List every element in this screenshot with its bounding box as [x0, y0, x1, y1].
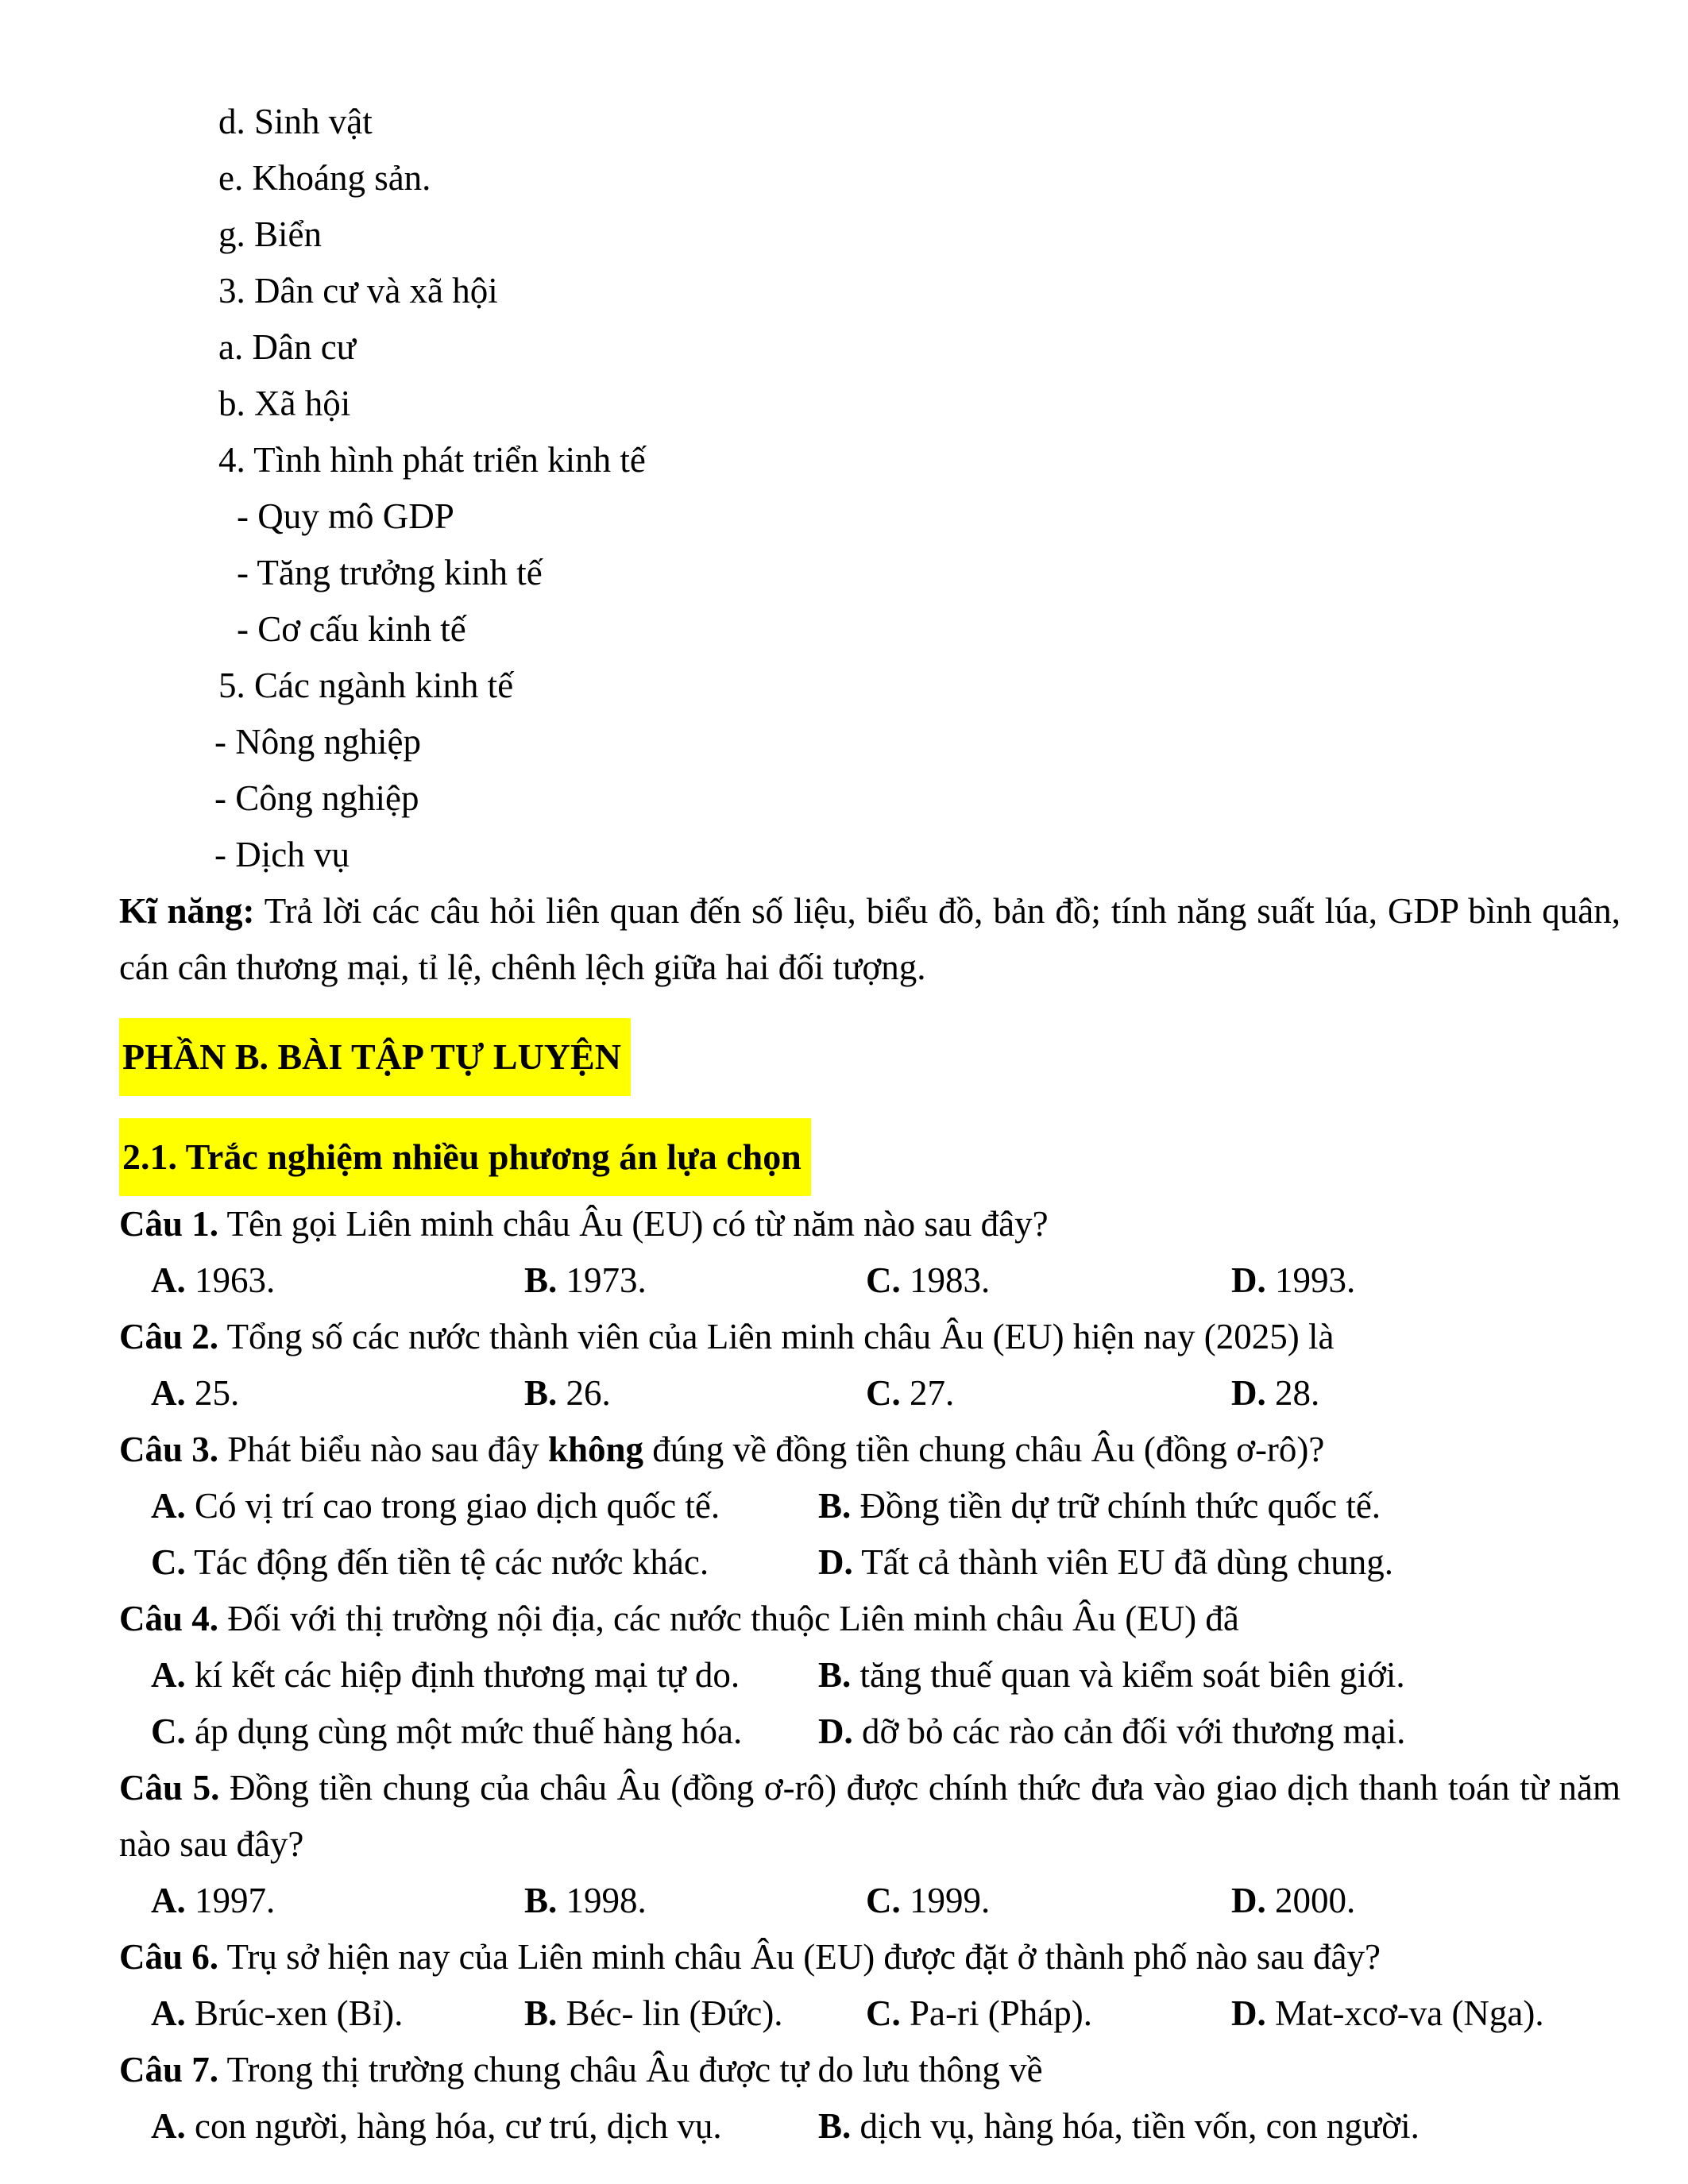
question-label: Câu 5. [119, 1768, 220, 1808]
option-text: 27. [910, 1373, 955, 1413]
option-text: kí kết các hiệp định thương mại tự do. [195, 1655, 740, 1695]
option-letter: D. [818, 1711, 853, 1751]
skills-label: Kĩ năng: [119, 891, 255, 931]
option-letter: C. [866, 1881, 901, 1920]
option-a [151, 1365, 524, 1422]
question-4 [119, 1591, 1620, 1760]
question-text-bold: không [547, 1430, 644, 1469]
option-letter: A. [151, 1881, 186, 1920]
option-a [151, 1647, 818, 1704]
question-text: Trong thị trường chung châu Âu được tự do lưu thông về [226, 2050, 1043, 2089]
question-5 [119, 1760, 1620, 1929]
question-text: Đồng tiền chung của châu Âu (đồng ơ-rô) được chính thức đưa vào giao dịch thanh toán từ năm nào sau đây? [119, 1768, 1620, 1864]
option-a [151, 1478, 818, 1534]
question-label: Câu 2. [119, 1317, 219, 1356]
option-a [151, 2098, 818, 2155]
options-row [151, 1478, 1620, 1534]
option-text: áp dụng cùng một mức thuế hàng hóa. [195, 1711, 743, 1751]
outline-item: - Dịch vụ [214, 835, 350, 874]
options-row [151, 1534, 1620, 1591]
option-letter: B. [524, 1260, 558, 1300]
option-text: 1998. [566, 1881, 647, 1920]
question-stem [119, 1309, 1620, 1365]
outline-item: 3. Dân cư và xã hội [218, 271, 498, 311]
option-text: 26. [566, 1373, 611, 1413]
question-1 [119, 1196, 1620, 1309]
option-b [818, 1478, 1620, 1534]
option-a [151, 1873, 524, 1929]
option-c [866, 1252, 1231, 1309]
outline-item: - Nông nghiệp [214, 722, 421, 762]
option-text: Béc- lin (Đức). [566, 1993, 783, 2033]
option-text: 28. [1275, 1373, 1320, 1413]
option-d [1231, 1985, 1620, 2042]
option-c [866, 1985, 1231, 2042]
option-c [151, 1704, 818, 1760]
question-stem [119, 1422, 1620, 1478]
question-3 [119, 1422, 1620, 1591]
option-text: 2000. [1275, 1881, 1356, 1920]
option-letter: D. [1231, 1993, 1266, 2033]
question-6 [119, 1929, 1620, 2042]
question-label: Câu 3. [119, 1430, 219, 1469]
question-stem [119, 1591, 1620, 1647]
option-a [151, 1252, 524, 1309]
question-stem [119, 1196, 1620, 1252]
section-b-highlight: PHẦN B. BÀI TẬP TỰ LUYỆN [119, 1018, 631, 1096]
option-b [524, 1873, 866, 1929]
outline-item: - Cơ cấu kinh tế [237, 609, 466, 649]
option-d [818, 1534, 1620, 1591]
option-letter: D. [1231, 1881, 1266, 1920]
option-text: Pa-ri (Pháp). [910, 1993, 1092, 2033]
option-b [524, 1365, 866, 1422]
question-label: Câu 7. [119, 2050, 219, 2089]
option-text: dịch vụ, hàng hóa, tiền vốn, con người. [859, 2106, 1420, 2146]
option-text: tăng thuế quan và kiểm soát biên giới. [859, 1655, 1405, 1695]
option-letter: D. [1231, 1260, 1266, 1300]
options-row [151, 1985, 1620, 2042]
question-stem [119, 2042, 1620, 2098]
option-text: 1963. [195, 1260, 276, 1300]
option-letter: C. [866, 1993, 901, 2033]
subsection-highlight: 2.1. Trắc nghiệm nhiều phương án lựa chọn [119, 1118, 811, 1196]
option-c [151, 1534, 818, 1591]
option-text: 1973. [566, 1260, 647, 1300]
options-row [151, 1252, 1620, 1309]
option-b [524, 1252, 866, 1309]
option-text: 1999. [910, 1881, 991, 1920]
option-letter: A. [151, 1260, 186, 1300]
outline-item: - Quy mô GDP [237, 496, 454, 536]
option-letter: B. [818, 1655, 852, 1695]
outline-item: b. Xã hội [218, 384, 351, 423]
option-letter: B. [818, 1486, 852, 1526]
option-d [1231, 1873, 1620, 1929]
option-letter: C. [866, 1373, 901, 1413]
option-text: Tác động đến tiền tệ các nước khác. [194, 1542, 709, 1582]
question-text: Tên gọi Liên minh châu Âu (EU) có từ năm nào sau đây? [226, 1204, 1049, 1244]
question-text: Đối với thị trường nội địa, các nước thuộc Liên minh châu Âu (EU) đã [227, 1599, 1239, 1638]
question-text: đúng về đồng tiền chung châu Âu (đồng ơ-rô)? [652, 1430, 1325, 1469]
option-letter: B. [524, 1373, 558, 1413]
option-letter: D. [1231, 1373, 1266, 1413]
outline-item: a. Dân cư [218, 327, 357, 367]
option-letter: C. [866, 1260, 901, 1300]
option-text: 1983. [910, 1260, 991, 1300]
skills-text: Trả lời các câu hỏi liên quan đến số liệu, biểu đồ, bản đồ; tính năng suất lúa, GDP bình quân, cán cân thương mại, tỉ lệ, chênh lệch giữa hai đối tượng. [119, 891, 1621, 987]
options-row [151, 1647, 1620, 1704]
option-text: Tất cả thành viên EU đã dùng chung. [861, 1542, 1393, 1582]
lesson-outline [119, 94, 1620, 883]
options-row [151, 1365, 1620, 1422]
option-letter: A. [151, 2106, 186, 2146]
option-b [818, 1647, 1620, 1704]
option-d [1231, 1252, 1620, 1309]
option-letter: B. [524, 1881, 558, 1920]
option-a [151, 1985, 524, 2042]
question-text: Trụ sở hiện nay của Liên minh châu Âu (EU) được đặt ở thành phố nào sau đây? [226, 1937, 1381, 1977]
option-letter: C. [151, 1711, 186, 1751]
outline-item: g. Biển [218, 214, 322, 254]
option-letter: A. [151, 1993, 186, 2033]
outline-item: 5. Các ngành kinh tế [218, 666, 514, 705]
skills-paragraph [119, 883, 1620, 996]
question-text: Phát biểu nào sau đây [227, 1430, 539, 1469]
question-stem [119, 1760, 1620, 1873]
option-text: Mat-xcơ-va (Nga). [1275, 1993, 1544, 2033]
option-letter: C. [151, 1542, 186, 1582]
outline-item: 4. Tình hình phát triển kinh tế [218, 440, 646, 480]
option-letter: B. [524, 1993, 558, 2033]
option-c [866, 1873, 1231, 1929]
option-letter: B. [818, 2106, 852, 2146]
option-text: 1997. [195, 1881, 276, 1920]
option-c [866, 1365, 1231, 1422]
subsection-heading [119, 1118, 1620, 1196]
question-label: Câu 4. [119, 1599, 219, 1638]
option-letter: A. [151, 1486, 186, 1526]
outline-item: - Công nghiệp [214, 778, 419, 818]
options-row [151, 2098, 1620, 2155]
option-b [818, 2098, 1620, 2155]
question-label: Câu 1. [119, 1204, 219, 1244]
options-row [151, 1873, 1620, 1929]
option-text: Có vị trí cao trong giao dịch quốc tế. [195, 1486, 720, 1526]
outline-item: d. Sinh vật [218, 102, 373, 141]
question-7 [119, 2042, 1620, 2155]
option-text: con người, hàng hóa, cư trú, dịch vụ. [195, 2106, 722, 2146]
option-letter: D. [818, 1542, 853, 1582]
outline-item: - Tăng trưởng kinh tế [237, 553, 543, 592]
option-text: Đồng tiền dự trữ chính thức quốc tế. [859, 1486, 1381, 1526]
section-b-heading [119, 1018, 1620, 1096]
question-label: Câu 6. [119, 1937, 219, 1977]
question-2 [119, 1309, 1620, 1422]
option-text: 1993. [1275, 1260, 1356, 1300]
outline-item: e. Khoáng sản. [218, 158, 431, 198]
options-row [151, 1704, 1620, 1760]
option-text: 25. [195, 1373, 240, 1413]
question-stem [119, 1929, 1620, 1985]
option-b [524, 1985, 866, 2042]
option-d [818, 1704, 1620, 1760]
option-d [1231, 1365, 1620, 1422]
option-letter: A. [151, 1373, 186, 1413]
option-text: Brúc-xen (Bỉ). [195, 1993, 404, 2033]
question-text: Tổng số các nước thành viên của Liên minh châu Âu (EU) hiện nay (2025) là [226, 1317, 1335, 1356]
option-letter: A. [151, 1655, 186, 1695]
option-text: dỡ bỏ các rào cản đối với thương mại. [862, 1711, 1406, 1751]
